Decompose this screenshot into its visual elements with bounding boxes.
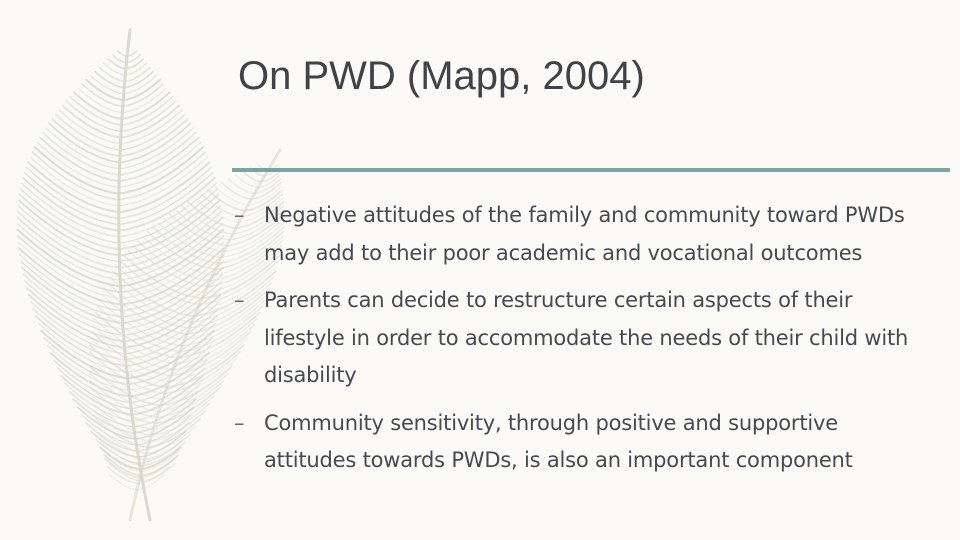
bullet-text: Negative attitudes of the family and community toward PWDs may add to their poor academic and vocational outcomes	[264, 203, 905, 265]
bullet-marker: –	[234, 410, 245, 435]
bullet-item	[234, 197, 934, 272]
bullet-text: Community sensitivity, through positive and supportive attitudes towards PWDs, is also an important component	[264, 410, 853, 472]
bullet-item	[234, 282, 934, 395]
title-divider	[232, 168, 950, 172]
bullet-marker: –	[234, 288, 245, 312]
bullet-text: Parents can decide to restructure certain aspects of their lifestyle in order to accommodate the needs of their child with disability	[264, 288, 909, 387]
bullet-list	[234, 197, 934, 490]
bullet-marker: –	[234, 203, 245, 227]
slide-title: On PWD (Mapp, 2004)	[238, 54, 645, 98]
bullet-item	[234, 405, 934, 480]
